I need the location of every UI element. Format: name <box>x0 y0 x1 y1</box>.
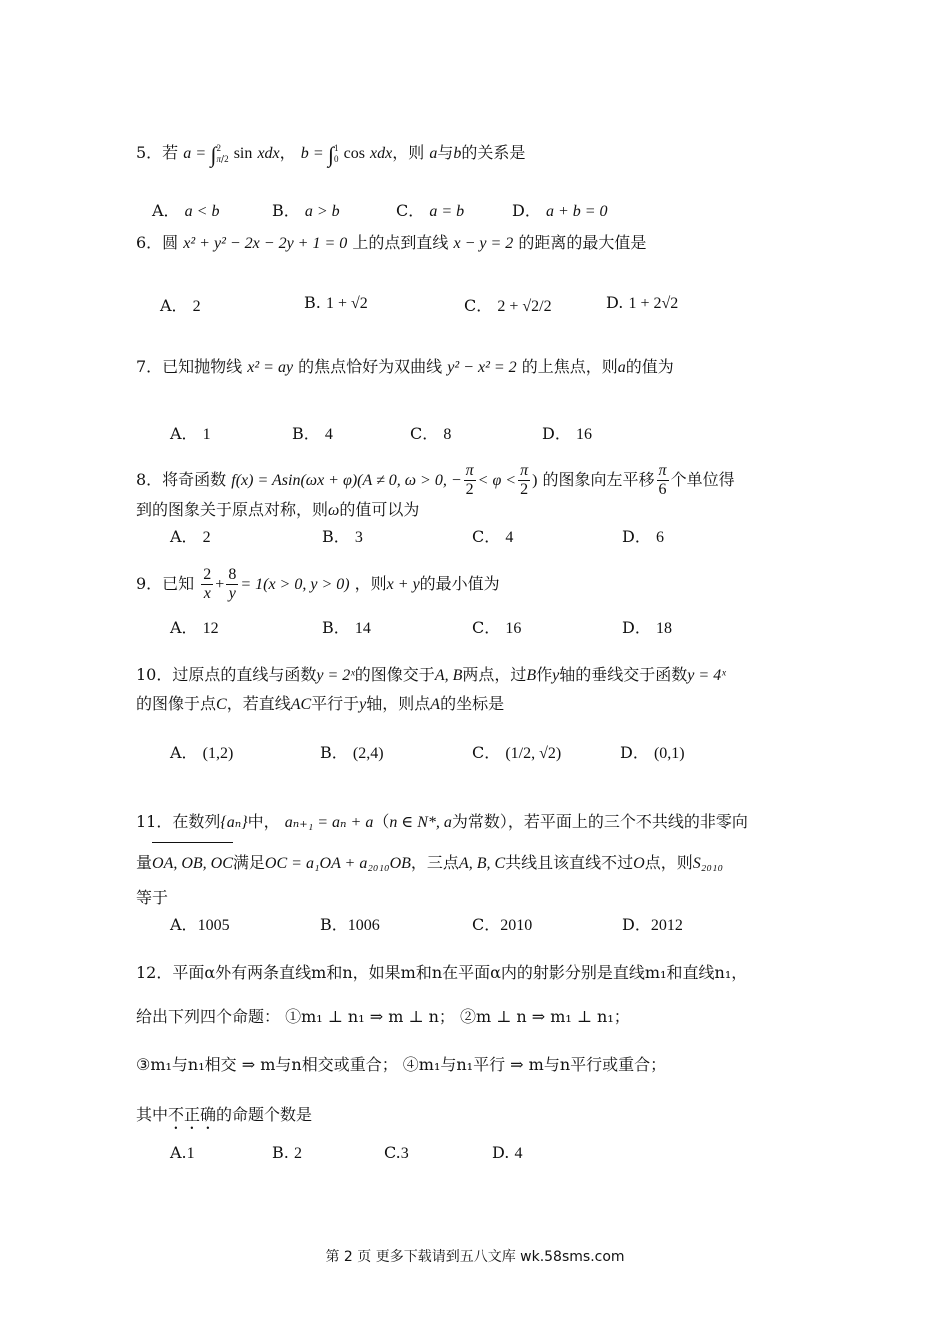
question-9: 9．已知 $\frac{2}{x}$ + $\frac{8}{y}$ = 1(x > 0, y > 0) ，则x + y的最小值为 A． 12 B． 14 C． 16 D． 18 <box>136 566 826 641</box>
question-10-options: A． (1,2) B． (2,4) C． (1/2, √2) D． (0,1) <box>170 743 685 762</box>
question-11: 11．在数列{aₙ}中， aₙ₊₁ = aₙ + a（n ∈ N*, a为常数），若平面上的三个不共线的非零向 量OA, OB, OC满足OC = a₁OA + a₂₀₁₀OB，三点A, B, C共线且该直线不过O点，则S₂₀₁₀ 等于 A．1005 B．1006 C．2010 D．2012 <box>136 808 826 938</box>
q5-number: 5．若 <box>136 143 179 162</box>
question-9-options: A． 12 B． 14 C． 16 D． 18 <box>170 618 672 637</box>
question-12-options: A.1 B. 2 C.3 D. 4 <box>170 1143 523 1162</box>
question-5-options: A． a < b B． a > b C． a = b D． a + b = 0 <box>152 201 608 220</box>
question-6-options: A． 2 B. 1 + √2 C． 2 + √2/2 D. 1 + 2√2 <box>160 293 679 315</box>
question-7-options: A． 1 B． 4 C． 8 D． 16 <box>170 424 592 443</box>
question-7: 7．已知抛物线 x² = ay 的焦点恰好为双曲线 y² − x² = 2 的上焦点，则a的值为 A． 1 B． 4 C． 8 D． 16 <box>136 354 826 447</box>
question-6: 6．圆 x² + y² − 2x − 2y + 1 = 0 上的点到直线 x − y = 2 的距离的最大值是 A． 2 B. 1 + √2 C． 2 + √2/2 D. 1 + 2√2 <box>136 230 826 333</box>
question-12: 12．平面α外有两条直线m和n，如果m和n在平面α内的射影分别是直线m₁和直线n₁， 给出下列四个命题： ①m₁ ⊥ n₁ ⇒ m ⊥ n； ②m ⊥ n ⇒ m₁ ⊥ n₁； ③m₁与n₁相交 ⇒ m与n相交或重合； ④m₁与n₁平行 ⇒ m与n平行或重合； 其中不正确的命题个数是 A.1 B. 2 C.3 D. 4 <box>136 958 826 1169</box>
question-8: 8．将奇函数 f(x) = Asin(ωx + φ)(A ≠ 0, ω > 0, − $\frac{\pi}{2}$ < φ < $\frac{\pi}{2}$ ) 的图象向左平移 $\frac{\pi}{6}$ 个单位得 到的图象关于原点对称，则ω的值可以为 A． 2 B． 3 C． 4 D． 6 <box>136 462 826 550</box>
question-5-stem: 5．若 a = ∫2 π/2 sin xdx， b = ∫1 0 cos xdx，则 a与b的关系是 <box>136 142 526 167</box>
question-5 <box>136 140 826 224</box>
question-8-options: A． 2 B． 3 C． 4 D． 6 <box>170 527 664 546</box>
page-footer: 第 2 页 更多下载请到五八文库 wk.58sms.com <box>325 1249 625 1265</box>
question-10: 10．过原点的直线与函数y = 2ˣ的图像交于A, B两点，过B作y轴的垂线交于函数y = 4ˣ 的图像于点C，若直线AC平行于y轴，则点A的坐标是 A． (1,2) B． (2,4) C． (1/2, √2) D． (0,1) <box>136 662 826 780</box>
question-11-options: A．1005 B．1006 C．2010 D．2012 <box>170 915 683 934</box>
